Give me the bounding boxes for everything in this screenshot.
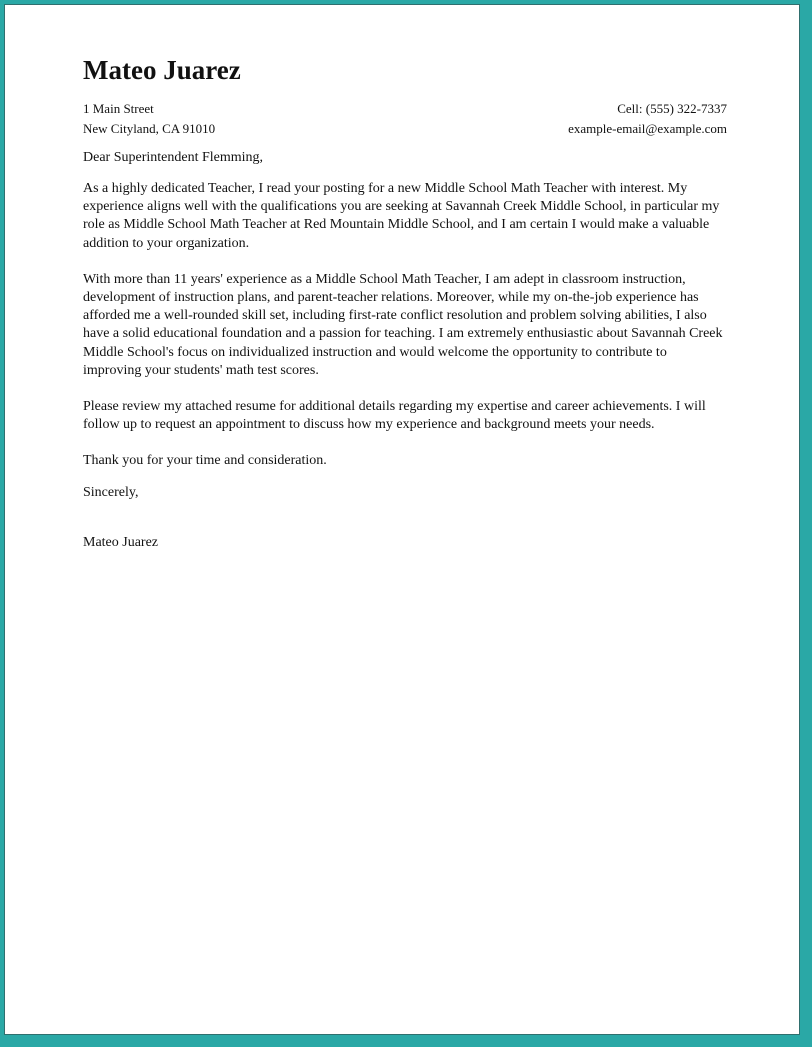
sender-email: example-email@example.com	[568, 121, 727, 136]
cover-letter	[83, 53, 727, 552]
paragraph-experience: With more than 11 years' experience as a Middle School Math Teacher, I am adept in classroom instruction, development of instruction plans, and parent-teacher relations. Moreover, while my on-the-job experience has afforded me a well-rounded skill set, including first-rate conflict resolution and problem solving abilities, I also have a solid educational foundation and a passion for teaching. I am extremely enthusiastic about Savannah Creek Middle School's focus on individualized instruction and would welcome the opportunity to contribute to improving your students' math test scores.	[83, 271, 723, 378]
contact-row-2	[83, 119, 727, 139]
contact-row-1	[83, 99, 727, 119]
sender-name: Mateo Juarez	[83, 55, 241, 85]
closing: Sincerely,	[83, 484, 139, 500]
sender-address-line2: New Cityland, CA 91010	[83, 121, 216, 136]
paragraph-thanks: Thank you for your time and consideration.	[83, 453, 327, 469]
salutation: Dear Superintendent Flemming,	[83, 150, 264, 165]
paragraph-followup: Please review my attached resume for additional details regarding my expertise and career achievements. I will follow up to request an appointment to discuss how my experience and background meets your needs.	[83, 399, 706, 433]
sender-phone: Cell: (555) 322-7337	[617, 101, 727, 116]
sender-address-line1: 1 Main Street	[83, 101, 154, 116]
signature: Mateo Juarez	[83, 534, 159, 550]
paragraph-intro: As a highly dedicated Teacher, I read your posting for a new Middle School Math Teacher with interest. My experience aligns well with the qualifications you are seeking at Savannah Creek Middle School, in particular my role as Middle School Math Teacher at Red Mountain Middle School, and I am certain I would make a valuable addition to your organization.	[83, 181, 720, 251]
